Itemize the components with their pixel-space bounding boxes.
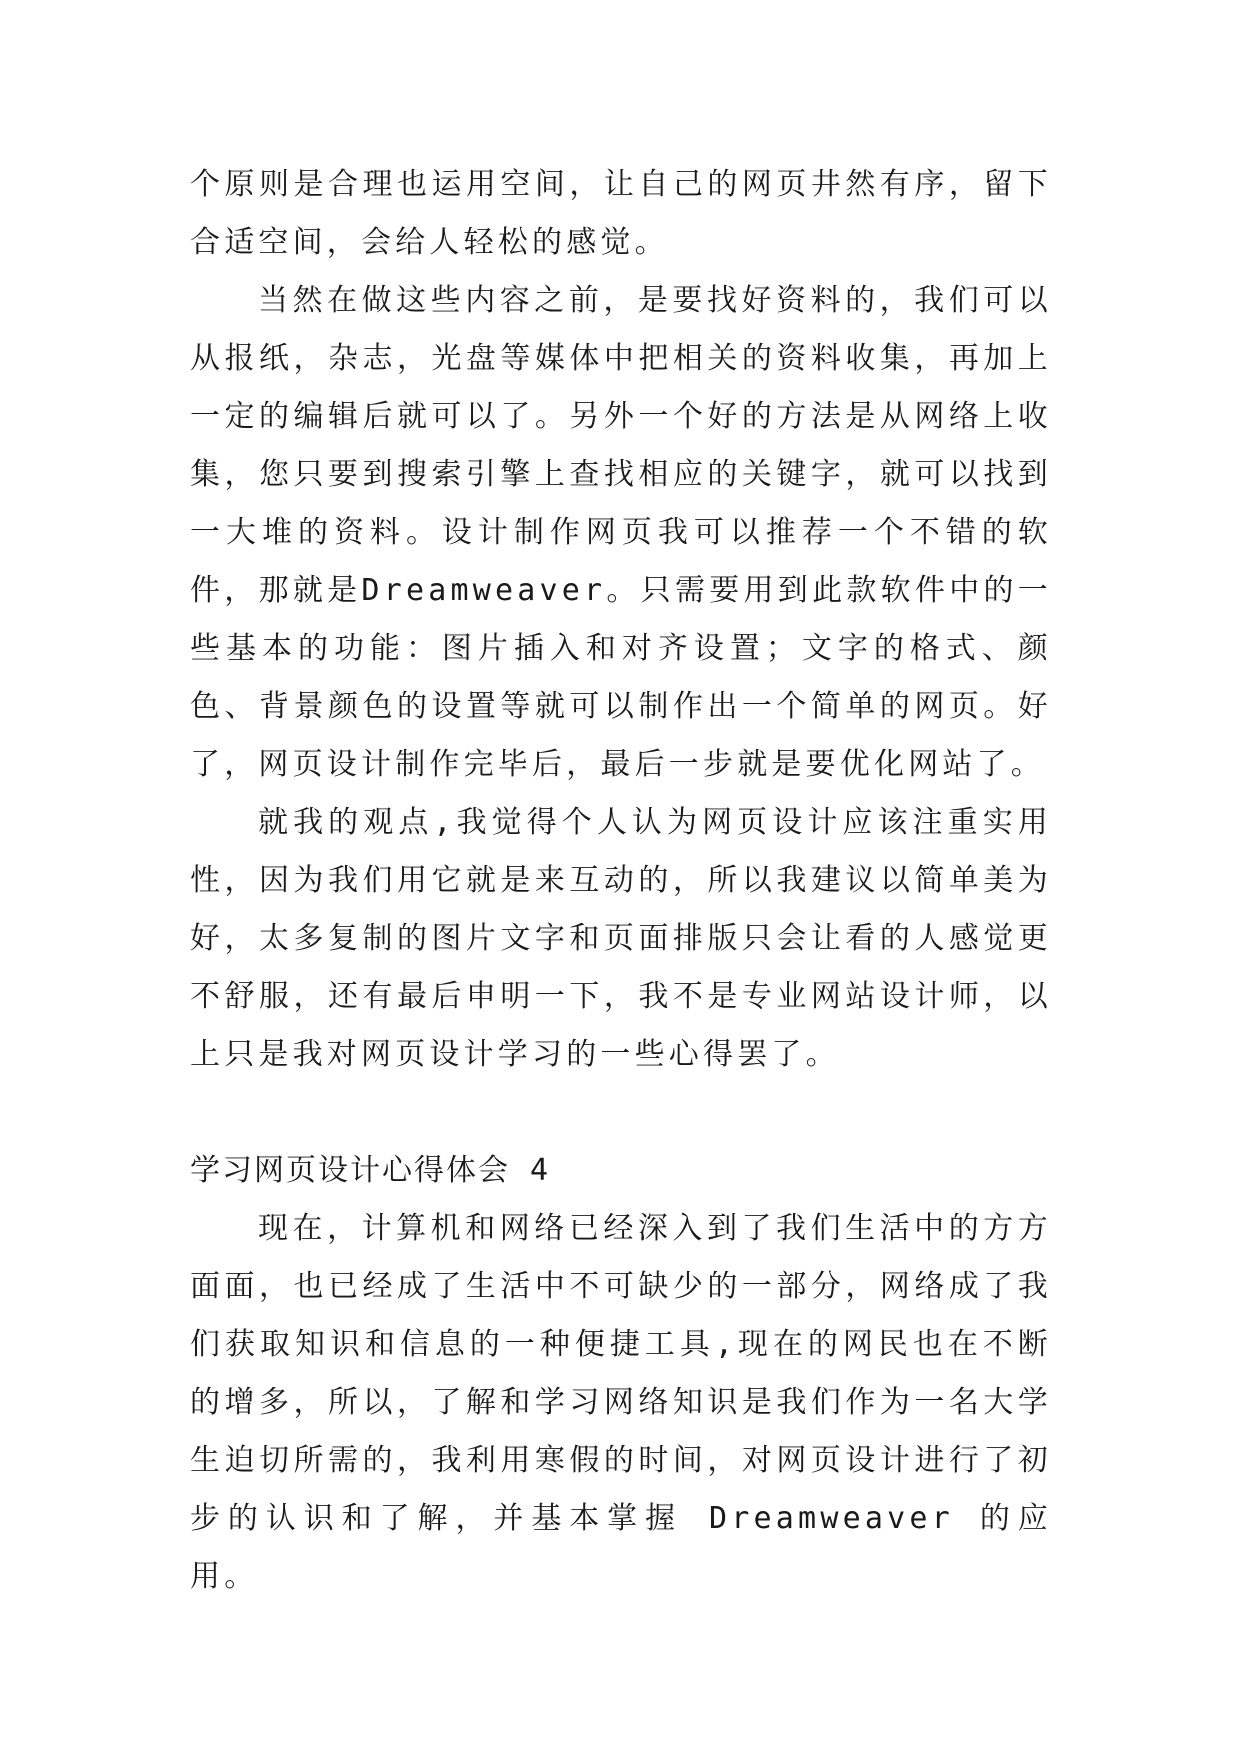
paragraph-continuation: 个原则是合理也运用空间，让自己的网页井然有序，留下合适空间，会给人轻松的感觉。	[190, 167, 1052, 260]
section-title: 学习网页设计心得体会 4	[190, 1153, 551, 1188]
paragraph-opinion: 就我的观点,我觉得个人认为网页设计应该注重实用性，因为我们用它就是来互动的，所以我建议以简单美为好，太多复制的图片文字和页面排版只会让看的人感觉更不舒服，还有最后申明一下，我不是专业网站设计师，以上只是我对网页设计学习的一些心得罢了。	[190, 805, 1052, 1072]
paragraph-introduction: 现在，计算机和网络已经深入到了我们生活中的方方面面，也已经成了生活中不可缺少的一部分，网络成了我们获取知识和信息的一种便捷工具,现在的网民也在不断的增多，所以，了解和学习网络知识是我们作为一名大学生迫切所需的，我利用寒假的时间，对网页设计进行了初步的认识和了解，并基本掌握 Dreamweaver 的应用。	[190, 1211, 1052, 1594]
document-body	[190, 156, 1052, 1606]
paragraph-materials: 当然在做这些内容之前，是要找好资料的，我们可以从报纸，杂志，光盘等媒体中把相关的资料收集，再加上一定的编辑后就可以了。另外一个好的方法是从网络上收集，您只要到搜索引擎上查找相应的关键字，就可以找到一大堆的资料。设计制作网页我可以推荐一个不错的软件，那就是Dreamweaver。只需要用到此款软件中的一些基本的功能：图片插入和对齐设置；文字的格式、颜色、背景颜色的设置等就可以制作出一个简单的网页。好了，网页设计制作完毕后，最后一步就是要优化网站了。	[190, 283, 1052, 782]
